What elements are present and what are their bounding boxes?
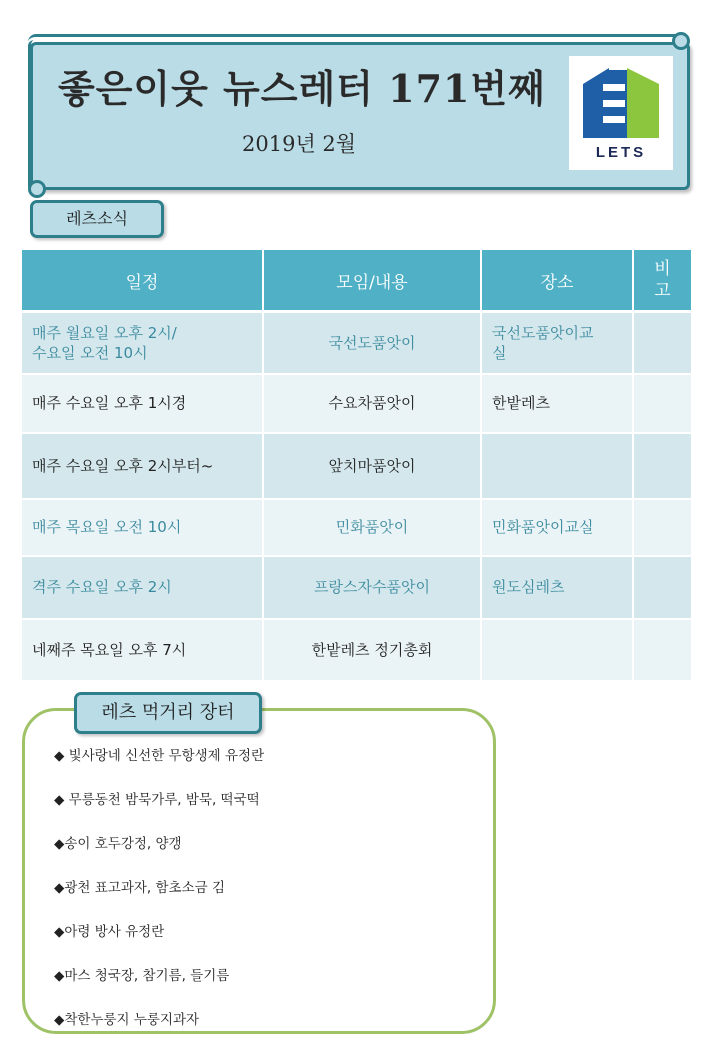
newsletter-date: 2019년 2월	[242, 132, 357, 156]
list-item: ◆ 무릉동천 밤묵가루, 밤묵, 떡국떡	[54, 792, 260, 808]
list-item: ◆아령 방사 유정란	[54, 924, 165, 940]
table-header-row	[22, 250, 691, 312]
table-row	[22, 374, 691, 433]
cell-note	[633, 619, 691, 681]
cell-schedule: 네째주 목요일 오후 7시	[22, 619, 263, 681]
list-item: ◆송이 호두강정, 양갱	[54, 836, 182, 852]
cell-schedule: 매주 월요일 오후 2시/ 수요일 오전 10시	[22, 312, 263, 374]
lets-logo	[569, 56, 673, 170]
table-row	[22, 556, 691, 619]
header-schedule: 일정	[22, 250, 263, 312]
cell-place: 원도심레츠	[481, 556, 633, 619]
cell-place: 국선도품앗이교 실	[481, 312, 633, 374]
cell-place	[481, 619, 633, 681]
cell-schedule: 매주 목요일 오전 10시	[22, 499, 263, 556]
cell-note	[633, 374, 691, 433]
table-row	[22, 499, 691, 556]
banner-curl-right	[672, 32, 690, 50]
cell-meeting: 앞치마품앗이	[263, 433, 481, 499]
cell-schedule: 매주 수요일 오후 1시경	[22, 374, 263, 433]
header-note: 비 고	[633, 250, 691, 312]
list-item: ◆마스 청국장, 참기름, 들기름	[54, 968, 230, 984]
header-place: 장소	[481, 250, 633, 312]
header-meeting: 모임/내용	[263, 250, 481, 312]
lets-house-icon	[569, 56, 673, 146]
cell-meeting: 수요차품앗이	[263, 374, 481, 433]
table-row	[22, 433, 691, 499]
newsletter-title: 좋은이웃 뉴스레터 171번째	[58, 66, 546, 111]
table-row	[22, 312, 691, 374]
cell-place: 민화품앗이교실	[481, 499, 633, 556]
schedule-table	[22, 250, 691, 682]
cell-meeting: 국선도품앗이	[263, 312, 481, 374]
list-item: ◆착한누룽지 누룽지과자	[54, 1012, 200, 1028]
logo-text: LETS	[595, 144, 647, 161]
list-item: ◆광천 표고과자, 함초소금 김	[54, 880, 225, 896]
cell-meeting: 민화품앗이	[263, 499, 481, 556]
cell-place: 한밭레츠	[481, 374, 633, 433]
cell-meeting: 프랑스자수품앗이	[263, 556, 481, 619]
cell-place	[481, 433, 633, 499]
cell-meeting: 한밭레츠 정기총회	[263, 619, 481, 681]
cell-schedule: 격주 수요일 오후 2시	[22, 556, 263, 619]
list-item: ◆ 빛사랑네 신선한 무항생제 유정란	[54, 748, 265, 764]
cell-schedule: 매주 수요일 오후 2시부터~	[22, 433, 263, 499]
food-market-title: 레츠 먹거리 장터	[74, 692, 262, 734]
banner-scroll-left	[28, 40, 41, 192]
food-market-list	[54, 745, 264, 1053]
cell-note	[633, 312, 691, 374]
cell-note	[633, 499, 691, 556]
banner-curl-left	[28, 180, 46, 198]
cell-note	[633, 556, 691, 619]
table-row	[22, 619, 691, 681]
section-tab-lets-news: 레츠소식	[30, 200, 164, 238]
cell-note	[633, 433, 691, 499]
